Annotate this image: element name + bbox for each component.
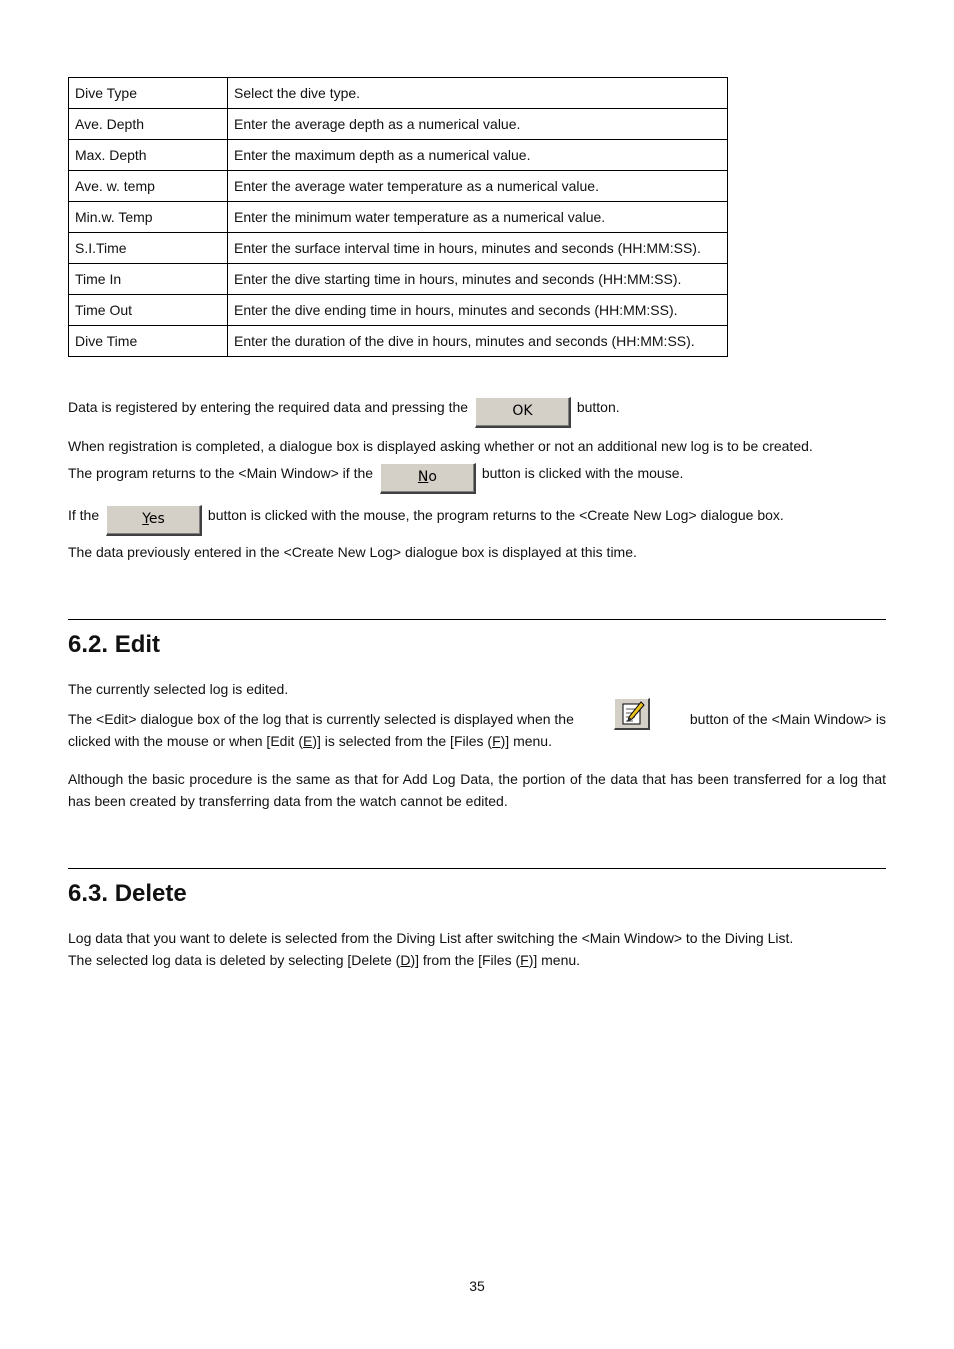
delete-section-title: 6.3. Delete (68, 880, 187, 907)
table-row (69, 171, 728, 202)
completed-text: When registration is completed, a dialogue box is displayed asking whether or not an additional new log is to be created. (68, 438, 813, 454)
files-menu-mnemonic: F (492, 733, 501, 749)
field-description-cell: Enter the minimum water temperature as a numerical value. (228, 202, 728, 233)
delete-paragraph-1: Log data that you want to delete is selected from the Diving List after switching the <Main Window> to the Diving List. (68, 930, 794, 946)
no-text-pre: The program returns to the <Main Window> if the (68, 465, 374, 481)
yes-paragraph (68, 504, 784, 536)
ok-paragraph (68, 396, 620, 428)
table-row (69, 264, 728, 295)
table-row (69, 295, 728, 326)
no-paragraph (68, 462, 683, 494)
table-row (69, 202, 728, 233)
no-text-post: button is clicked with the mouse. (481, 465, 684, 481)
edit-log-button[interactable] (614, 698, 650, 730)
yes-text-pre: If the (68, 507, 100, 523)
field-name-cell: Ave. Depth (69, 109, 228, 140)
table-row (69, 140, 728, 171)
field-description-cell: Enter the average depth as a numerical value. (228, 109, 728, 140)
yes-button-label-rest: es (148, 511, 165, 527)
edit-paragraph-2 (68, 696, 886, 752)
ok-button[interactable]: OK (475, 397, 571, 428)
yes-button[interactable] (106, 505, 202, 536)
edit-notepad-icon (617, 700, 647, 726)
no-button-mnemonic: N (417, 469, 429, 485)
section-divider-delete (68, 868, 886, 869)
edit-menu-mnemonic: E (303, 733, 313, 749)
yes-text-post: button is clicked with the mouse, the program returns to the <Create New Log> dialogue box. (207, 507, 784, 523)
delete-p2-b: )] from the [Files ( (410, 952, 521, 968)
edit-p2-line2-a: clicked with the mouse or when [Edit ( (68, 733, 303, 749)
edit-p2-pre: The <Edit> dialogue box of the log that is currently selected is displayed when the (68, 711, 574, 727)
table-row (69, 233, 728, 264)
field-description-cell: Enter the maximum depth as a numerical value. (228, 140, 728, 171)
edit-p2-line2 (68, 730, 886, 752)
field-description-cell: Enter the dive ending time in hours, minutes and seconds (HH:MM:SS). (228, 295, 728, 326)
table-row (69, 109, 728, 140)
field-name-cell: Time Out (69, 295, 228, 326)
field-description-cell: Enter the duration of the dive in hours, minutes and seconds (HH:MM:SS). (228, 326, 728, 357)
edit-section-title: 6.2. Edit (68, 631, 161, 658)
edit-paragraph-3: Although the basic procedure is the same as that for Add Log Data, the portion of the data that has been transferred for a log that has been created by transferring data from the watch cannot be edited. (68, 771, 886, 809)
table-row (69, 326, 728, 357)
section-divider-edit (68, 619, 886, 620)
delete-files-menu-mnemonic: F (520, 952, 529, 968)
field-name-cell: Dive Type (69, 78, 228, 109)
no-button-label-rest: o (428, 469, 437, 485)
page-number: 35 (469, 1278, 485, 1294)
previous-data-text: The data previously entered in the <Create New Log> dialogue box is displayed at this time. (68, 544, 637, 560)
table-row (69, 78, 728, 109)
edit-p2-post: button of the <Main Window> is (689, 711, 886, 727)
field-description-table (68, 77, 728, 357)
delete-p2-c: )] menu. (528, 952, 581, 968)
yes-button-mnemonic: Y (142, 511, 149, 527)
field-name-cell: Min.w. Temp (69, 202, 228, 233)
field-description-cell: Enter the surface interval time in hours, minutes and seconds (HH:MM:SS). (228, 233, 728, 264)
field-name-cell: Ave. w. temp (69, 171, 228, 202)
delete-paragraph-2 (68, 949, 886, 971)
field-description-cell: Enter the average water temperature as a numerical value. (228, 171, 728, 202)
field-name-cell: Dive Time (69, 326, 228, 357)
edit-p2-line2-c: )] menu. (500, 733, 552, 749)
field-description-cell: Select the dive type. (228, 78, 728, 109)
edit-paragraph-1: The currently selected log is edited. (68, 681, 289, 697)
field-name-cell: Max. Depth (69, 140, 228, 171)
ok-text-pre: Data is registered by entering the required data and pressing the (68, 399, 469, 415)
field-description-cell: Enter the dive starting time in hours, minutes and seconds (HH:MM:SS). (228, 264, 728, 295)
delete-menu-mnemonic: D (400, 952, 411, 968)
ok-text-post: button. (576, 399, 620, 415)
field-name-cell: S.I.Time (69, 233, 228, 264)
delete-p2-a: The selected log data is deleted by selecting [Delete ( (68, 952, 401, 968)
field-name-cell: Time In (69, 264, 228, 295)
no-button[interactable] (380, 463, 476, 494)
edit-p2-line2-b: )] is selected from the [Files ( (312, 733, 493, 749)
